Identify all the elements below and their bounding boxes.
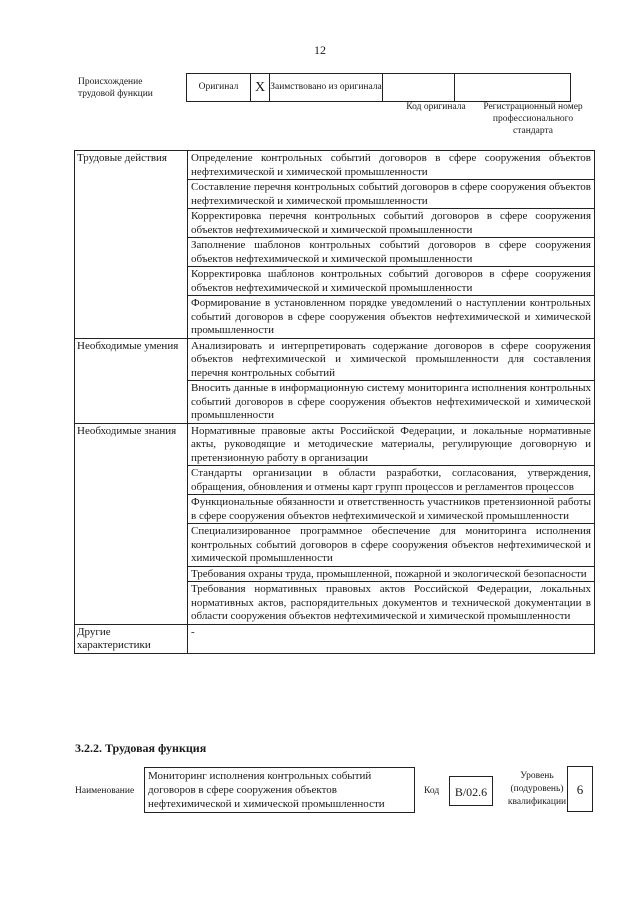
item-cell: Требования охраны труда, промышленной, пожарной и экологической безопасности [188, 566, 595, 582]
origin-label: Происхождение трудовой функции [78, 77, 153, 99]
table-row [75, 151, 595, 180]
item-cell: Корректировка шаблонов контрольных событий договоров в сфере сооружения объектов нефтехимической и химической промышленности [188, 267, 595, 296]
qualification-level-box: 6 [567, 766, 593, 812]
item-cell: Заполнение шаблонов контрольных событий договоров в сфере сооружения объектов нефтехимической и химической промышленности [188, 238, 595, 267]
item-cell: Требования нормативных правовых актов Российской Федерации, локальных нормативных актов, распорядительных документов и технической документации в области сооружения объектов нефтехимической и химической промышленности [188, 582, 595, 625]
reg-number-label: Регистрационный номер профессионального стандарта [483, 102, 583, 136]
item-cell: Составление перечня контрольных событий договоров в сфере сооружения объектов нефтехимической и химической промышленности [188, 180, 595, 209]
page-number: 12 [314, 43, 326, 57]
category-cell: Трудовые действия [75, 151, 188, 339]
item-cell: Стандарты организации в области разработки, согласования, утверждения, обращения, обновления и отмены карт групп процессов и регламентов процессов [188, 466, 595, 495]
item-cell: Определение контрольных событий договоров в сфере сооружения объектов нефтехимической и химической промышленности [188, 151, 595, 180]
item-cell: Вносить данные в информационную систему мониторинга исполнения контрольных событий договоров в сфере сооружения объектов нефтехимической и химической промышленности [188, 381, 595, 424]
origin-mark-cell: X [251, 74, 270, 102]
origin-reg-cell [455, 74, 571, 102]
section-title: 3.2.2. Трудовая функция [75, 741, 207, 755]
function-name-box: Мониторинг исполнения контрольных событий договоров в сфере сооружения объектов нефтехимической и химической промышленности [144, 767, 415, 813]
origin-table [186, 73, 571, 102]
item-cell: Анализировать и интерпретировать содержание договоров в сфере сооружения объектов нефтехимической и химической промышленности для составления перечня контрольных событий [188, 338, 595, 381]
table-row [75, 338, 595, 381]
code-label: Код [424, 786, 440, 796]
table-row [75, 423, 595, 466]
item-cell: Функциональные обязанности и ответственность участников претензионной работы в сфере сооружения объектов нефтехимической и химической промышленности [188, 495, 595, 524]
name-label: Наименование [75, 786, 135, 796]
qualification-level-label: Уровень (подуровень) квалификации [507, 771, 567, 807]
item-cell: Специализированное программное обеспечение для мониторинга исполнения контрольных событий договоров в сфере сооружения объектов нефтехимической и химической промышленности [188, 524, 595, 567]
origin-original-cell: Оригинал [187, 74, 251, 102]
function-details-table [74, 150, 595, 654]
item-cell: Нормативные правовые акты Российской Федерации, и локальные нормативные акты, руководящие и методические материалы, регулирующие договорную и претензионную работу в организации [188, 423, 595, 466]
function-code-box: B/02.6 [449, 776, 493, 806]
code-original-label: Код оригинала [406, 102, 466, 112]
category-cell: Необходимые знания [75, 423, 188, 624]
origin-code-cell [383, 74, 455, 102]
category-cell: Другие характеристики [75, 624, 188, 653]
item-cell: Формирование в установленном порядке уведомлений о наступлении контрольных событий договоров в сфере сооружения объектов нефтехимической и химической промышленности [188, 296, 595, 339]
item-cell: - [188, 624, 595, 653]
table-row [75, 624, 595, 653]
category-cell: Необходимые умения [75, 338, 188, 423]
origin-borrowed-cell: Заимствовано из оригинала [270, 74, 383, 102]
item-cell: Корректировка перечня контрольных событий договоров в сфере сооружения объектов нефтехимической и химической промышленности [188, 209, 595, 238]
